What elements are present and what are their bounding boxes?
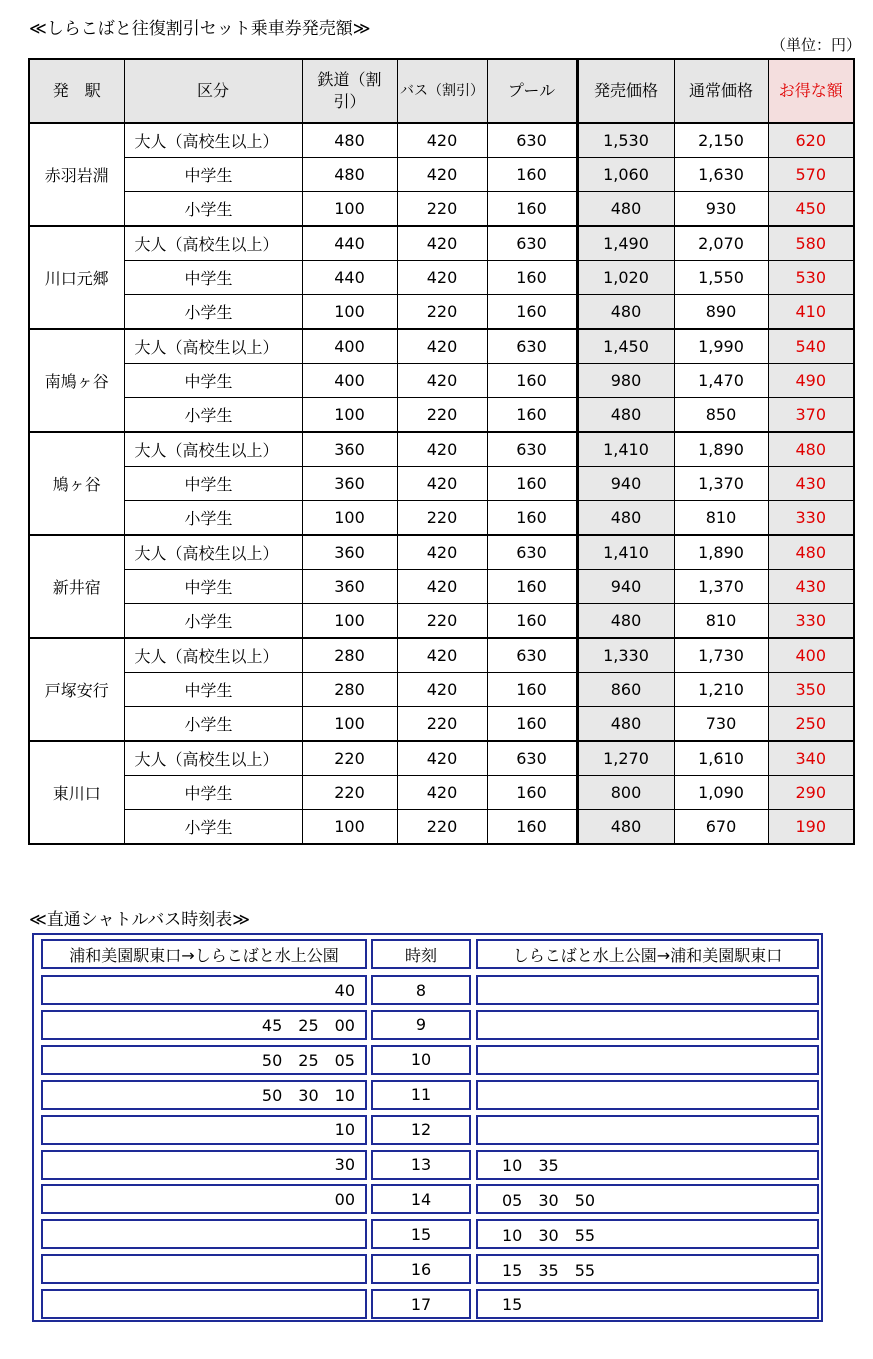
- pool-fare: 160: [487, 707, 577, 742]
- pool-fare: 160: [487, 501, 577, 536]
- hour-cell: 10: [371, 1045, 471, 1075]
- savings-amount: 400: [768, 638, 854, 673]
- outbound-times: [41, 1219, 367, 1249]
- pool-fare: 160: [487, 295, 577, 330]
- bus-fare: 420: [397, 467, 487, 501]
- fare-row: [29, 226, 854, 261]
- sale-price: 940: [577, 467, 674, 501]
- fare-row: [29, 364, 854, 398]
- bus-fare: 420: [397, 364, 487, 398]
- category-cell: 中学生: [124, 570, 302, 604]
- savings-amount: 370: [768, 398, 854, 433]
- header-pool: プール: [487, 59, 577, 123]
- savings-amount: 290: [768, 776, 854, 810]
- sale-price: 480: [577, 707, 674, 742]
- category-cell: 小学生: [124, 192, 302, 227]
- pool-fare: 160: [487, 364, 577, 398]
- sale-price: 480: [577, 501, 674, 536]
- normal-price: 1,550: [674, 261, 768, 295]
- outbound-times: 50 30 10: [41, 1080, 367, 1110]
- outbound-times: 40: [41, 975, 367, 1005]
- rail-fare: 100: [302, 192, 397, 227]
- hour-cell: 9: [371, 1010, 471, 1040]
- rail-fare: 440: [302, 226, 397, 261]
- outbound-times: 00: [41, 1184, 367, 1214]
- bus-fare: 420: [397, 226, 487, 261]
- header-inbound: しらこばと水上公園→浦和美園駅東口: [476, 939, 819, 969]
- normal-price: 1,610: [674, 741, 768, 776]
- fare-row: [29, 535, 854, 570]
- rail-fare: 280: [302, 673, 397, 707]
- category-cell: 大人（高校生以上）: [124, 535, 302, 570]
- savings-amount: 450: [768, 192, 854, 227]
- station-name: 赤羽岩淵: [29, 123, 124, 226]
- header-savings: お得な額: [768, 59, 854, 123]
- savings-amount: 190: [768, 810, 854, 845]
- normal-price: 810: [674, 604, 768, 639]
- normal-price: 930: [674, 192, 768, 227]
- header-outbound: 浦和美園駅東口→しらこばと水上公園: [41, 939, 367, 969]
- bus-fare: 420: [397, 638, 487, 673]
- station-name: 鳩ヶ谷: [29, 432, 124, 535]
- inbound-times: 10 30 55: [476, 1219, 819, 1249]
- savings-amount: 430: [768, 467, 854, 501]
- rail-fare: 360: [302, 570, 397, 604]
- outbound-times: [41, 1254, 367, 1284]
- header-bus: バス（割引）: [397, 59, 487, 123]
- inbound-times: [476, 1080, 819, 1110]
- category-cell: 小学生: [124, 810, 302, 845]
- category-cell: 小学生: [124, 501, 302, 536]
- rail-fare: 360: [302, 535, 397, 570]
- savings-amount: 480: [768, 432, 854, 467]
- bus-fare: 220: [397, 192, 487, 227]
- category-cell: 中学生: [124, 158, 302, 192]
- bus-fare: 420: [397, 261, 487, 295]
- fare-row: [29, 432, 854, 467]
- category-cell: 小学生: [124, 295, 302, 330]
- sale-price: 940: [577, 570, 674, 604]
- fare-row: [29, 673, 854, 707]
- normal-price: 1,730: [674, 638, 768, 673]
- hour-cell: 16: [371, 1254, 471, 1284]
- pool-fare: 630: [487, 226, 577, 261]
- normal-price: 1,090: [674, 776, 768, 810]
- pool-fare: 630: [487, 432, 577, 467]
- normal-price: 1,470: [674, 364, 768, 398]
- category-cell: 大人（高校生以上）: [124, 123, 302, 158]
- sale-price: 480: [577, 604, 674, 639]
- sale-price: 480: [577, 398, 674, 433]
- sale-price: 1,490: [577, 226, 674, 261]
- inbound-times: 15: [476, 1289, 819, 1319]
- sale-price: 980: [577, 364, 674, 398]
- header-normal-price: 通常価格: [674, 59, 768, 123]
- fare-row: [29, 501, 854, 536]
- pool-fare: 160: [487, 570, 577, 604]
- outbound-times: 10: [41, 1115, 367, 1145]
- header-category: 区分: [124, 59, 302, 123]
- hour-cell: 11: [371, 1080, 471, 1110]
- bus-fare: 220: [397, 810, 487, 845]
- category-cell: 中学生: [124, 776, 302, 810]
- bus-fare: 220: [397, 295, 487, 330]
- sale-price: 480: [577, 295, 674, 330]
- normal-price: 1,630: [674, 158, 768, 192]
- fare-row: [29, 638, 854, 673]
- normal-price: 1,890: [674, 432, 768, 467]
- pool-fare: 160: [487, 604, 577, 639]
- pool-fare: 630: [487, 329, 577, 364]
- sale-price: 480: [577, 810, 674, 845]
- savings-amount: 250: [768, 707, 854, 742]
- bus-fare: 220: [397, 501, 487, 536]
- rail-fare: 280: [302, 638, 397, 673]
- pool-fare: 630: [487, 123, 577, 158]
- category-cell: 中学生: [124, 673, 302, 707]
- category-cell: 小学生: [124, 707, 302, 742]
- fare-row: [29, 570, 854, 604]
- sale-price: 1,450: [577, 329, 674, 364]
- bus-fare: 420: [397, 329, 487, 364]
- outbound-times: 30: [41, 1150, 367, 1180]
- savings-amount: 330: [768, 501, 854, 536]
- hour-cell: 14: [371, 1184, 471, 1214]
- bus-timetable: [32, 933, 823, 1322]
- inbound-times: [476, 1045, 819, 1075]
- category-cell: 中学生: [124, 261, 302, 295]
- rail-fare: 100: [302, 604, 397, 639]
- pool-fare: 160: [487, 673, 577, 707]
- rail-fare: 360: [302, 432, 397, 467]
- rail-fare: 100: [302, 810, 397, 845]
- savings-amount: 570: [768, 158, 854, 192]
- pool-fare: 160: [487, 192, 577, 227]
- savings-amount: 530: [768, 261, 854, 295]
- pool-fare: 630: [487, 535, 577, 570]
- inbound-times: 15 35 55: [476, 1254, 819, 1284]
- normal-price: 890: [674, 295, 768, 330]
- rail-fare: 480: [302, 123, 397, 158]
- normal-price: 850: [674, 398, 768, 433]
- fare-row: [29, 192, 854, 227]
- savings-amount: 540: [768, 329, 854, 364]
- savings-amount: 490: [768, 364, 854, 398]
- normal-price: 1,370: [674, 467, 768, 501]
- savings-amount: 430: [768, 570, 854, 604]
- fare-row: [29, 295, 854, 330]
- station-name: 川口元郷: [29, 226, 124, 329]
- bus-fare: 420: [397, 570, 487, 604]
- hour-cell: 12: [371, 1115, 471, 1145]
- fare-row: [29, 810, 854, 845]
- bus-fare: 220: [397, 398, 487, 433]
- fare-table: [28, 58, 855, 845]
- fare-row: [29, 158, 854, 192]
- bus-fare: 420: [397, 158, 487, 192]
- sale-price: 1,060: [577, 158, 674, 192]
- normal-price: 670: [674, 810, 768, 845]
- sale-price: 1,410: [577, 535, 674, 570]
- savings-amount: 480: [768, 535, 854, 570]
- header-rail-line1: 鉄道（割: [317, 70, 382, 89]
- rail-fare: 100: [302, 501, 397, 536]
- hour-cell: 8: [371, 975, 471, 1005]
- inbound-times: 10 35: [476, 1150, 819, 1180]
- bus-fare: 220: [397, 604, 487, 639]
- outbound-times: 45 25 00: [41, 1010, 367, 1040]
- normal-price: 2,070: [674, 226, 768, 261]
- hour-cell: 15: [371, 1219, 471, 1249]
- savings-amount: 620: [768, 123, 854, 158]
- bus-fare: 420: [397, 432, 487, 467]
- bus-fare: 420: [397, 776, 487, 810]
- pool-fare: 160: [487, 261, 577, 295]
- category-cell: 大人（高校生以上）: [124, 432, 302, 467]
- category-cell: 中学生: [124, 467, 302, 501]
- sale-price: 1,020: [577, 261, 674, 295]
- fare-table-title: ≪しらこばと往復割引セット乗車券発売額≫: [29, 19, 371, 39]
- rail-fare: 440: [302, 261, 397, 295]
- inbound-times: 05 30 50: [476, 1184, 819, 1214]
- pool-fare: 160: [487, 776, 577, 810]
- pool-fare: 160: [487, 467, 577, 501]
- fare-header-row: [29, 59, 854, 123]
- station-name: 戸塚安行: [29, 638, 124, 741]
- pool-fare: 160: [487, 398, 577, 433]
- pool-fare: 160: [487, 810, 577, 845]
- sale-price: 860: [577, 673, 674, 707]
- pool-fare: 160: [487, 158, 577, 192]
- bus-fare: 420: [397, 535, 487, 570]
- sale-price: 800: [577, 776, 674, 810]
- bus-fare: 420: [397, 673, 487, 707]
- bus-timetable-title: ≪直通シャトルバス時刻表≫: [29, 910, 251, 930]
- sale-price: 1,410: [577, 432, 674, 467]
- header-sale-price: 発売価格: [577, 59, 674, 123]
- normal-price: 810: [674, 501, 768, 536]
- hour-cell: 13: [371, 1150, 471, 1180]
- outbound-times: 50 25 05: [41, 1045, 367, 1075]
- normal-price: 1,890: [674, 535, 768, 570]
- header-rail-line2: 引）: [333, 92, 366, 111]
- inbound-times: [476, 975, 819, 1005]
- savings-amount: 410: [768, 295, 854, 330]
- category-cell: 小学生: [124, 398, 302, 433]
- rail-fare: 220: [302, 741, 397, 776]
- savings-amount: 330: [768, 604, 854, 639]
- rail-fare: 100: [302, 398, 397, 433]
- category-cell: 大人（高校生以上）: [124, 226, 302, 261]
- fare-row: [29, 604, 854, 639]
- inbound-times: [476, 1115, 819, 1145]
- fare-row: [29, 467, 854, 501]
- sale-price: 1,270: [577, 741, 674, 776]
- normal-price: 2,150: [674, 123, 768, 158]
- normal-price: 1,210: [674, 673, 768, 707]
- savings-amount: 340: [768, 741, 854, 776]
- rail-fare: 100: [302, 707, 397, 742]
- sale-price: 480: [577, 192, 674, 227]
- pool-fare: 630: [487, 741, 577, 776]
- station-name: 南鳩ヶ谷: [29, 329, 124, 432]
- category-cell: 中学生: [124, 364, 302, 398]
- sale-price: 1,530: [577, 123, 674, 158]
- fare-row: [29, 398, 854, 433]
- station-name: 新井宿: [29, 535, 124, 638]
- rail-fare: 100: [302, 295, 397, 330]
- bus-fare: 220: [397, 707, 487, 742]
- category-cell: 小学生: [124, 604, 302, 639]
- header-station: 発 駅: [29, 59, 124, 123]
- fare-row: [29, 741, 854, 776]
- savings-amount: 580: [768, 226, 854, 261]
- inbound-times: [476, 1010, 819, 1040]
- category-cell: 大人（高校生以上）: [124, 741, 302, 776]
- pool-fare: 630: [487, 638, 577, 673]
- rail-fare: 480: [302, 158, 397, 192]
- rail-fare: 220: [302, 776, 397, 810]
- normal-price: 1,370: [674, 570, 768, 604]
- sale-price: 1,330: [577, 638, 674, 673]
- rail-fare: 400: [302, 364, 397, 398]
- hour-cell: 17: [371, 1289, 471, 1319]
- outbound-times: [41, 1289, 367, 1319]
- normal-price: 730: [674, 707, 768, 742]
- fare-row: [29, 123, 854, 158]
- fare-row: [29, 776, 854, 810]
- savings-amount: 350: [768, 673, 854, 707]
- fare-row: [29, 707, 854, 742]
- category-cell: 大人（高校生以上）: [124, 329, 302, 364]
- fare-row: [29, 261, 854, 295]
- unit-label: （単位：円）: [771, 36, 862, 54]
- category-cell: 大人（高校生以上）: [124, 638, 302, 673]
- header-hour: 時刻: [371, 939, 471, 969]
- normal-price: 1,990: [674, 329, 768, 364]
- bus-fare: 420: [397, 741, 487, 776]
- station-name: 東川口: [29, 741, 124, 844]
- rail-fare: 400: [302, 329, 397, 364]
- bus-fare: 420: [397, 123, 487, 158]
- rail-fare: 360: [302, 467, 397, 501]
- header-rail: [302, 59, 397, 123]
- fare-row: [29, 329, 854, 364]
